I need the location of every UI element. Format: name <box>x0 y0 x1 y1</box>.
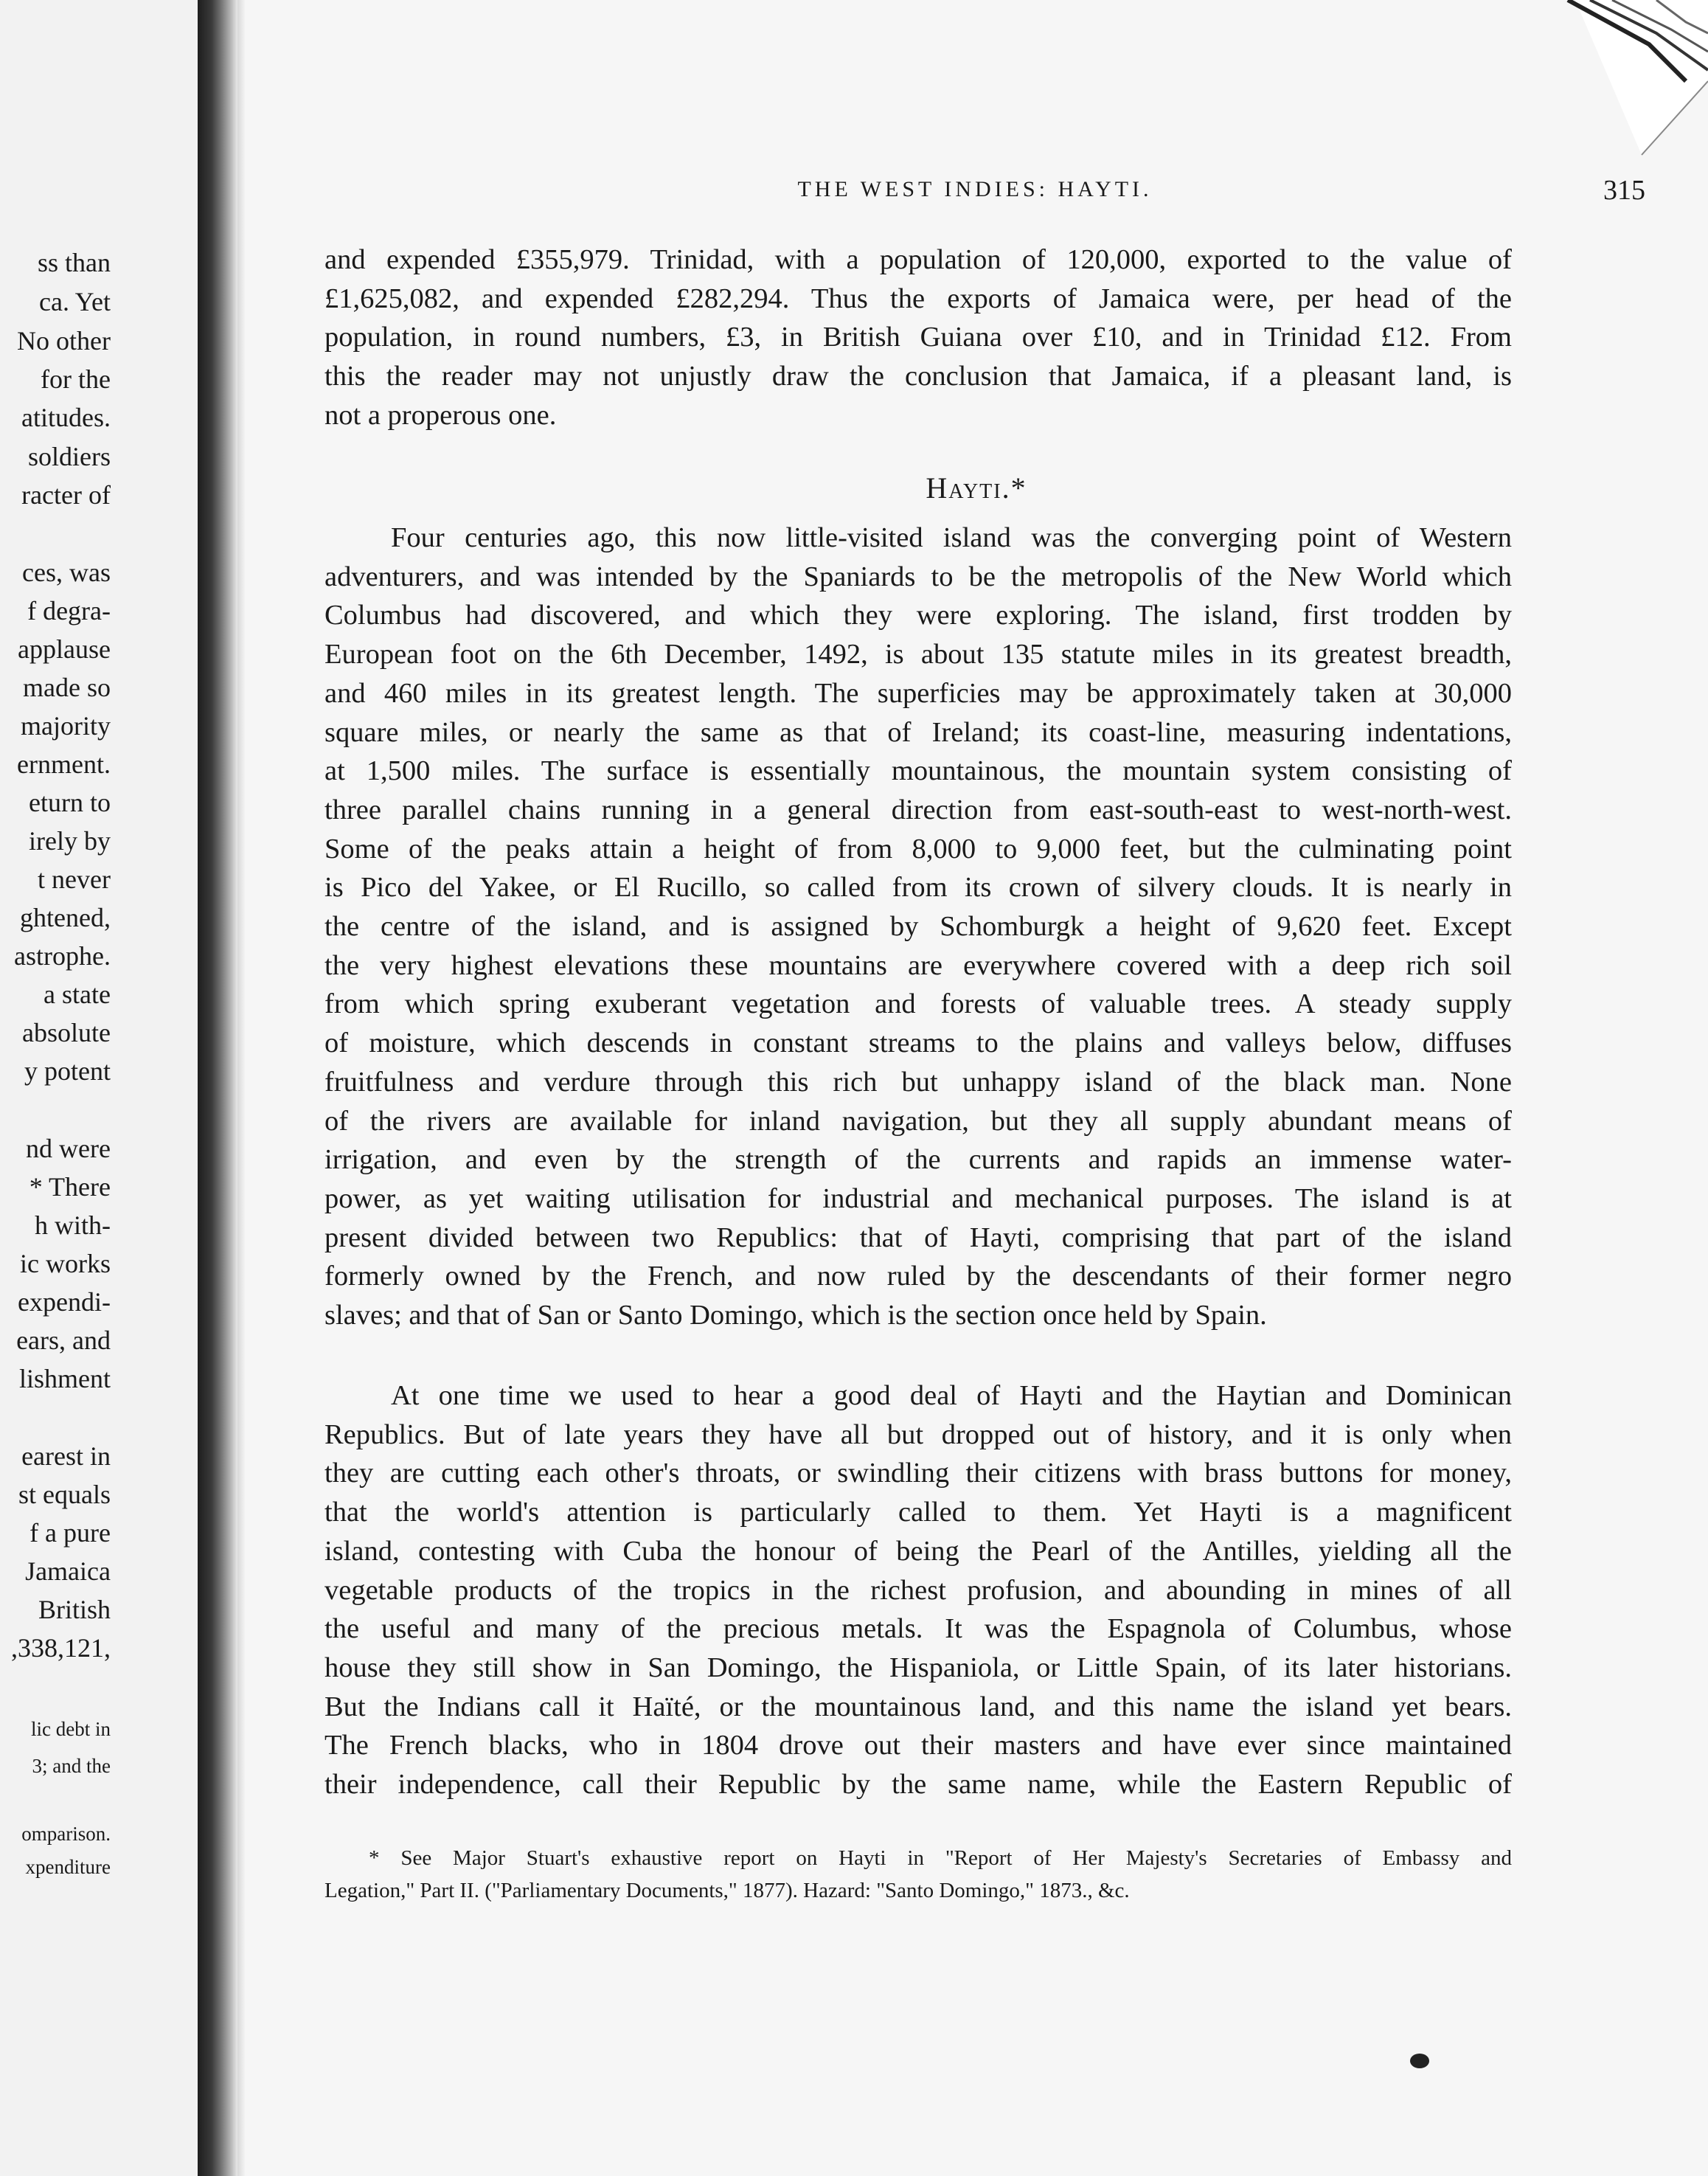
facing-page-footnote-line: lic debt in <box>31 1718 111 1740</box>
facing-page-line: soldiers <box>28 442 111 471</box>
footnote-line: Legation," Part II. ("Parliamentary Documents," 1877). Hazard: "Santo Domingo," 1873., &c. <box>324 1879 1130 1902</box>
text-line: Columbus had discovered, and which they were exploring. The island, first trodden by <box>324 600 1512 631</box>
running-title: THE WEST INDIES: HAYTI. <box>797 177 1153 201</box>
text-line: three parallel chains running in a general direction from east-south-east to west-north-west. <box>324 794 1512 825</box>
page-number: 315 <box>1603 175 1645 206</box>
book-gutter <box>198 0 237 2176</box>
facing-page-line: absolute <box>22 1018 111 1047</box>
ink-smudge <box>1410 2054 1429 2068</box>
text-line: vegetable products of the tropics in the richest profusion, and abounding in mines of all <box>324 1574 1512 1606</box>
text-line: the useful and many of the precious metals. It was the Espagnola of Columbus, whose <box>324 1613 1512 1645</box>
text-line: that the world's attention is particularly called to them. Yet Hayti is a magnificent <box>324 1497 1512 1528</box>
text-line: £1,625,082, and expended £282,294. Thus the exports of Jamaica were, per head of the <box>324 283 1512 314</box>
facing-page-footnote-line: 3; and the <box>32 1755 111 1777</box>
facing-page-line: ,338,121, <box>11 1633 111 1663</box>
facing-page-line: ernment. <box>17 749 111 779</box>
text-line: But the Indians call it Haïté, or the mountainous land, and this name the island yet bears. <box>324 1691 1512 1722</box>
facing-page-line: nd were <box>26 1134 111 1163</box>
facing-page-line: astrophe. <box>14 941 111 971</box>
facing-page-line: British <box>38 1595 111 1624</box>
facing-page-line: expendi- <box>18 1287 111 1317</box>
footnote-line: * See Major Stuart's exhaustive report on Hayti in "Report of Her Majesty's Secretaries of Embassy and <box>369 1846 1512 1870</box>
paragraph-hayti-description <box>324 519 1512 1335</box>
gutter-edge <box>237 0 245 2176</box>
facing-page-line: made so <box>23 673 111 702</box>
facing-page-line: Jamaica <box>25 1556 111 1586</box>
facing-page-line: * There <box>29 1172 111 1202</box>
text-line: of moisture, which descends in constant streams to the plains and valleys below, diffuses <box>324 1028 1512 1059</box>
text-line: slaves; and that of San or Santo Domingo, which is the section once held by Spain. <box>324 1300 1267 1331</box>
page <box>245 0 1708 2176</box>
text-line: The French blacks, who in 1804 drove out their masters and have ever since maintained <box>324 1730 1512 1761</box>
facing-page-footnote-line: xpenditure <box>25 1856 111 1878</box>
facing-page-line: racter of <box>21 480 111 510</box>
text-line: adventurers, and was intended by the Spaniards to be the metropolis of the New World which <box>324 561 1512 592</box>
text-line: Some of the peaks attain a height of from 8,000 to 9,000 feet, but the culminating point <box>324 833 1512 864</box>
running-head <box>245 177 1708 214</box>
footnote <box>324 1842 1512 1907</box>
text-line: not a properous one. <box>324 399 557 431</box>
facing-page <box>0 0 198 2176</box>
facing-page-line: No other <box>17 326 111 356</box>
text-line: from which spring exuberant vegetation and forests of valuable trees. A steady supply <box>324 988 1512 1020</box>
text-line: power, as yet waiting utilisation for industrial and mechanical purposes. The island is at <box>324 1182 1512 1214</box>
facing-page-line: h with- <box>35 1210 111 1240</box>
facing-page-line: atitudes. <box>21 403 111 432</box>
facing-page-line: f degra- <box>27 596 111 626</box>
text-line: Republics. But of late years they have all but dropped out of history, and it is only when <box>324 1418 1512 1450</box>
text-line: At one time we used to hear a good deal of Hayti and the Haytian and Dominican <box>391 1380 1512 1411</box>
text-line: square miles, or nearly the same as that of Ireland; its coast-line, measuring indentations, <box>324 716 1512 748</box>
text-line: of the rivers are available for inland navigation, but they all supply abundant means of <box>324 1105 1512 1137</box>
folded-corner-icon <box>1465 0 1708 170</box>
text-line: present divided between two Republics: that of Hayti, comprising that part of the island <box>324 1222 1512 1253</box>
facing-page-line: f a pure <box>29 1518 111 1548</box>
facing-page-line: ces, was <box>22 558 111 587</box>
facing-page-line: t never <box>38 864 111 894</box>
facing-page-line: ic works <box>20 1249 111 1278</box>
text-line: and 460 miles in its greatest length. The superficies may be approximately taken at 30,000 <box>324 677 1512 709</box>
facing-page-line: y potent <box>24 1056 111 1086</box>
text-line: formerly owned by the French, and now ruled by the descendants of their former negro <box>324 1261 1512 1292</box>
facing-page-line: ghtened, <box>20 903 111 932</box>
text-line: the centre of the island, and is assigned by Schomburgk a height of 9,620 feet. Except <box>324 911 1512 943</box>
facing-page-line: for the <box>41 364 111 394</box>
text-line: island, contesting with Cuba the honour of being the Pearl of the Antilles, yielding all the <box>324 1535 1512 1567</box>
text-line: Four centuries ago, this now little-visited island was the converging point of Western <box>391 522 1512 553</box>
text-line: population, in round numbers, £3, in British Guiana over £10, and in Trinidad £12. From <box>324 322 1512 353</box>
facing-page-line: st equals <box>18 1480 111 1509</box>
text-line: their independence, call their Republic by the same name, while the Eastern Republic of <box>324 1769 1512 1801</box>
paragraph-hayti-history <box>324 1376 1512 1804</box>
section-heading: Hayti.* <box>926 471 1027 505</box>
facing-page-line: lishment <box>19 1364 111 1393</box>
text-line: house they still show in San Domingo, the Hispaniola, or Little Spain, of its later historians. <box>324 1652 1512 1683</box>
facing-page-line: earest in <box>21 1441 111 1471</box>
facing-page-line: irely by <box>29 826 111 856</box>
text-line: and expended £355,979. Trinidad, with a population of 120,000, exported to the value of <box>324 244 1512 275</box>
text-line: European foot on the 6th December, 1492, is about 135 statute miles in its greatest breadth, <box>324 639 1512 671</box>
facing-page-line: applause <box>18 634 111 664</box>
facing-page-line: majority <box>21 711 111 741</box>
facing-page-line: eturn to <box>29 788 111 817</box>
text-line: this the reader may not unjustly draw the conclusion that Jamaica, if a pleasant land, is <box>324 361 1512 392</box>
text-line: irrigation, and even by the strength of the currents and rapids an immense water- <box>324 1144 1512 1176</box>
text-line: they are cutting each other's throats, or swindling their citizens with brass buttons for money, <box>324 1458 1512 1489</box>
intro-paragraph <box>324 240 1512 435</box>
text-line: is Pico del Yakee, or El Rucillo, so called from its crown of silvery clouds. It is nearly in <box>324 872 1512 904</box>
text-line: fruitfulness and verdure through this rich but unhappy island of the black man. None <box>324 1066 1512 1098</box>
facing-page-line: ca. Yet <box>39 287 111 316</box>
facing-page-line: ears, and <box>16 1326 111 1355</box>
text-line: at 1,500 miles. The surface is essentially mountainous, the mountain system consisting of <box>324 755 1512 787</box>
facing-page-footnote-line: omparison. <box>21 1823 111 1845</box>
text-line: the very highest elevations these mountains are everywhere covered with a deep rich soil <box>324 949 1512 981</box>
facing-page-line: a state <box>44 980 111 1009</box>
facing-page-line: ss than <box>38 248 111 277</box>
